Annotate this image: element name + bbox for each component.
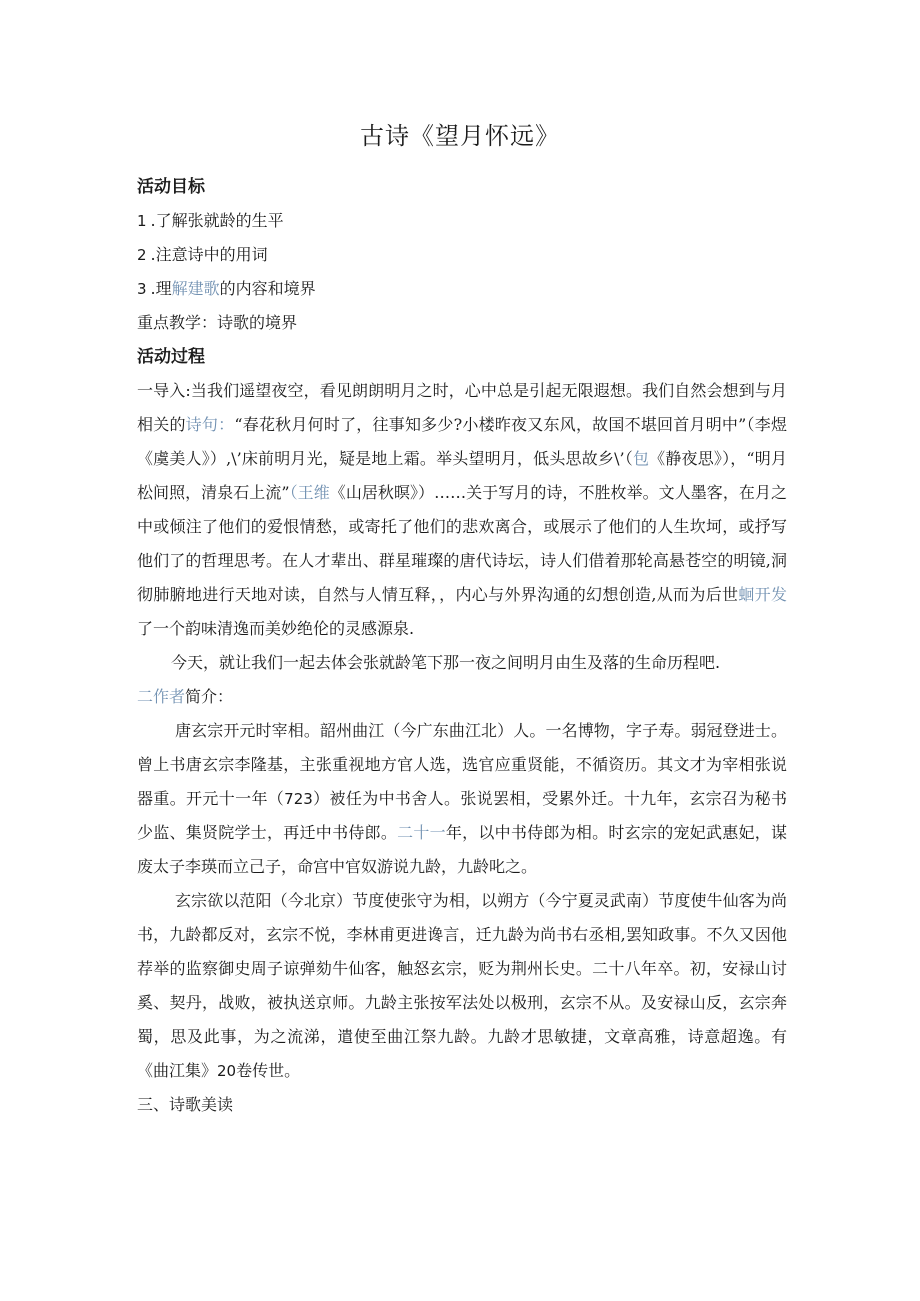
section-3-heading: 三、诗歌美读 — [137, 1095, 234, 1114]
intro-text-1: 一导入:当我们遥望夜空，看见朗朗明月之时，心中总是引起无限遐想。我们自然会想到与月相关的 — [137, 381, 787, 434]
author-heading — [137, 680, 787, 714]
goal-number: 3 — [137, 280, 147, 298]
author-paragraph-2 — [137, 884, 787, 1088]
author-p1-text-2: ）被任为中书舍人。张说罢相，受累外迁。十九年，玄宗召为秘书少监、集贤院学士，再迁中书侍郎。 — [137, 789, 787, 842]
document-body — [137, 170, 787, 1122]
today-paragraph: 今天，就让我们一起去体会张就龄笔下那一夜之间明月由生及落的生命历程吧. — [171, 653, 721, 672]
author-p2-number: 20 — [217, 1062, 237, 1080]
process-heading: 活动过程 — [137, 347, 205, 367]
intro-paragraph — [137, 374, 787, 646]
goal-link[interactable]: 解建歌 — [171, 279, 220, 298]
author-p1-number: 723 — [284, 790, 313, 808]
intro-text-4: 《山居秋暝》）……关于写月的诗，不胜枚举。文人墨客，在月之中或倾注了他们的爱恨情愁，或寄托了他们的悲欢离合，或展示了他们的人生坎坷，或抒写他们了的哲理思考。在人才辈出、群星璀璨的唐代诗坛，诗人们借着那轮高悬苍空的明镜,洞彻肺腑地进行天地对读，自然与人情互释，，内心与外界沟通的幻想创造,从而为后世 — [137, 483, 787, 604]
goal-item-2 — [137, 238, 787, 272]
intro-link-wangwei[interactable]: （王维 — [289, 483, 330, 502]
intro-text-5: 了一个韵味清逸而美妙绝伦的灵感源泉. — [137, 619, 415, 638]
author-p1-text-1: 唐玄宗开元时宰相。韶州曲江（今广东曲江北）人。一名博物，字子寿。弱冠登进士。曾上书唐玄宗李隆基，主张重视地方官人选，选官应重贤能，不循资历。其文才为宰相张说器重。开元十一年（ — [137, 721, 787, 808]
author-p1-text-3: 年，以中书侍郎为相。时玄宗的宠妃武惠妃，谋废太子李瑛而立己子，命宫中官奴游说九龄，九龄叱之。 — [137, 823, 787, 876]
goal-number: 1 — [137, 212, 147, 230]
author-p1-link[interactable]: 二十一 — [397, 823, 446, 842]
intro-text-2: “春花秋月何时了，往事知多少?小楼昨夜又东风，故国不堪回首月明中”（李煜《虞美人》）,\’床前明月光，疑是地上霜。举头望明月，低头思故乡\’（ — [137, 415, 787, 468]
author-heading-text: 简介： — [185, 687, 234, 706]
goal-item-1 — [137, 204, 787, 238]
author-p2-text-2: 卷传世。 — [236, 1061, 301, 1080]
goal-text-tail: 的内容和境界 — [219, 279, 316, 298]
focus-line: 重点教学：诗歌的境界 — [137, 313, 298, 332]
goal-text: .理 — [150, 279, 172, 298]
goal-text: .注意诗中的用词 — [150, 245, 268, 264]
page-title: 古诗《望月怀远》 — [360, 122, 560, 150]
intro-link-poem[interactable]: 诗句： — [185, 415, 235, 434]
goal-text: .了解张就龄的生平 — [150, 211, 284, 230]
author-paragraph-1 — [137, 714, 787, 884]
author-p2-text-1: 玄宗欲以范阳（今北京）节度使张守为相，以朔方（今宁夏灵武南）节度使牛仙客为尚书，九龄都反对，玄宗不悦，李林甫更进谗言，迁九龄为尚书右丞相,罢知政事。不久又因他荐举的监察御史周子谅弹劾牛仙客，触怒玄宗，贬为荆州长史。二十八年卒。初，安禄山讨奚、契丹，战败，被执送京师。九龄主张按军法处以极刑，玄宗不从。及安禄山反，玄宗奔蜀，思及此事，为之流涕，遣使至曲江祭九龄。九龄才思敏捷，文章高雅，诗意超逸。有《曲江集》 — [137, 891, 787, 1080]
intro-link-kaifa[interactable]: 蛔开发 — [738, 585, 787, 604]
goals-heading: 活动目标 — [137, 177, 205, 197]
intro-link-bao[interactable]: 包 — [632, 449, 650, 468]
intro-text-3: 《静夜思》），“明月松间照，清泉石上流” — [137, 449, 787, 502]
goal-number: 2 — [137, 246, 147, 264]
author-heading-link[interactable]: 二作者 — [137, 687, 186, 706]
goal-item-3 — [137, 272, 787, 306]
